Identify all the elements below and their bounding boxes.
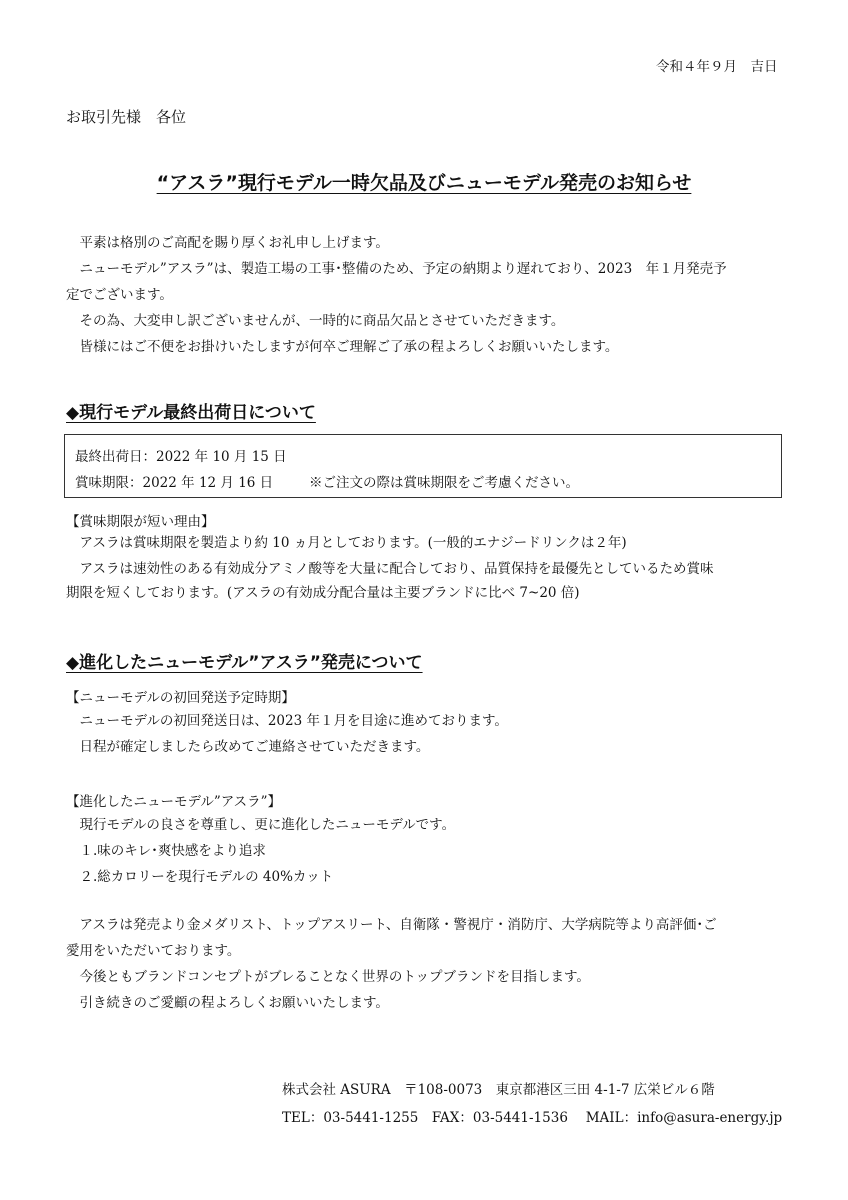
document-title [0,168,848,195]
expiry-date: 賞味期限：2022 年 12 月 16 日 [75,475,274,491]
closing-line-4: 引き続きのご愛顧の程よろしくお願いいたします。 [66,995,389,1011]
section2-heading: ◆進化したニューモデル”アスラ”発売について [66,653,423,673]
company-address: 株式会社 ASURA 〒108-0073 東京都港区三田 4-1-7 広栄ビル６階 [282,1082,715,1098]
final-ship-date: 最終出荷日：2022 年 10 月 15 日 [75,449,287,465]
reason-line-1: アスラは賞味期限を製造より約 10 ヵ月としております。(一般的エナジードリンクは２年) [66,535,627,551]
closing-line-3: 今後ともブランドコンセプトがブレることなく世界のトップブランドを目指します。 [66,969,590,985]
issue-date: 令和４年９月 吉日 [656,59,778,75]
shipping-info-box [64,434,782,498]
intro-line-1: 平素は格別のご高配を賜り厚くお礼申し上げます。 [66,235,389,251]
document-title-text: “アスラ”現行モデル一時欠品及びニューモデル発売のお知らせ [156,172,692,194]
reason-line-3: 期限を短くしております。(アスラの有効成分配合量は主要ブランドに比べ 7~20 倍) [66,585,580,601]
reason-title: 【賞味期限が短い理由】 [66,514,215,530]
intro-line-3: 定でございます。 [66,287,173,303]
model-title: 【進化したニューモデル”アスラ”】 [66,794,282,810]
model-line-1: 現行モデルの良さを尊重し、更に進化したニューモデルです。 [66,817,456,833]
ship-line-1: ニューモデルの初回発送日は、2023 年１月を目途に進めております。 [66,713,508,729]
intro-line-4: その為、大変申し訳ございませんが、一時的に商品欠品とさせていただきます。 [66,313,565,329]
expiry-note: ※ご注文の際は賞味期限をご考慮ください。 [309,475,579,491]
ship-line-2: 日程が確定しましたら改めてご連絡させていただきます。 [66,739,430,755]
model-line-3: ２.総カロリーを現行モデルの 40%カット [66,869,334,885]
addressee: お取引先様 各位 [66,108,187,126]
closing-line-1: アスラは発売より金メダリスト、トップアスリート、自衛隊・警視庁・消防庁、大学病院等より高評価･ご [66,917,717,933]
reason-line-2: アスラは速効性のある有効成分アミノ酸等を大量に配合しており、品質保持を最優先としているため賞味 [66,561,714,577]
ship-title: 【ニューモデルの初回発送予定時期】 [66,690,295,706]
intro-line-2: ニューモデル”アスラ”は、製造工場の工事･整備のため、予定の納期より遅れており、2023 年１月発売予 [66,261,727,277]
intro-line-5: 皆様にはご不便をお掛けいたしますが何卒ご理解ご了承の程よろしくお願いいたします。 [66,339,619,355]
contact-info: TEL：03-5441-1255 FAX：03-5441-1536 MAIL：info@asura-energy.jp [282,1110,783,1126]
model-line-2: １.味のキレ･爽快感をより追求 [66,843,266,859]
section1-heading: ◆現行モデル最終出荷日について [66,403,316,423]
closing-line-2: 愛用をいただいております。 [66,943,241,959]
